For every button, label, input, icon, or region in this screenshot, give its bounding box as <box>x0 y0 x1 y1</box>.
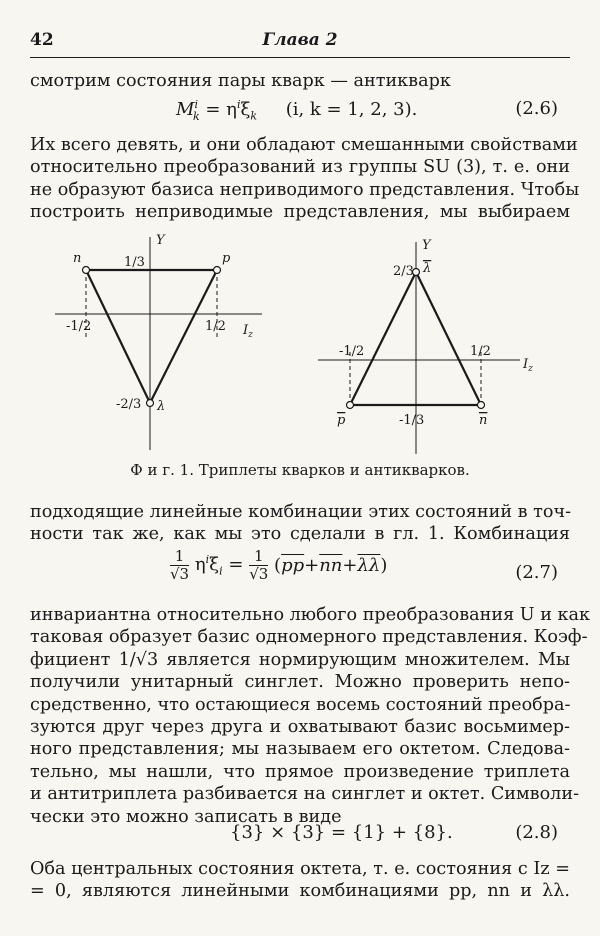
text-line: ного представления; мы называем его октетом. Следова- <box>30 739 570 760</box>
paragraph-5 <box>30 858 570 903</box>
text-line: получили унитарный синглет. Можно проверить непо- <box>30 672 570 693</box>
text-line: подходящие линейные комбинации этих состояний в точ- <box>30 502 572 522</box>
equation-number: (2.7) <box>515 562 558 583</box>
node-lambda <box>147 400 154 407</box>
figure-caption <box>30 461 570 479</box>
equation-body: $M^i_k = \eta^i\xi_k$ (i, k = 1, 2, 3). <box>176 98 418 123</box>
right-top-y-label: 2/3 <box>393 264 414 279</box>
text-line: и антитриплета разбивается на синглет и октет. Символи- <box>30 784 580 805</box>
equation-2-7 <box>30 548 570 596</box>
left-bottom-y-label: -2/3 <box>116 397 142 412</box>
text-line: Их всего девять, и они обладают смешанными свойствами <box>30 135 578 155</box>
text-line: тельно, мы нашли, что прямое произведение триплета <box>30 761 570 782</box>
node-n <box>83 267 90 274</box>
header-rule <box>30 57 570 58</box>
left-node-lambda-label: λ <box>157 399 166 414</box>
paragraph-3 <box>30 501 570 546</box>
text-line: построить неприводимые представления, мы выбираем <box>30 202 570 223</box>
right-x-neg-label: -1/2 <box>339 344 365 359</box>
equation-body: $\frac{1}{√3}$ $\eta^i\xi_i$ = $\frac{1}{√3}$ $(\overline{pp}+\overline{nn}+\overline{\lambda\lambda})$ <box>170 547 388 583</box>
right-x-pos-label: 1/2 <box>470 344 491 359</box>
text-line: инвариантна относительно любого преобразования U и как <box>30 605 590 625</box>
left-node-p-label: p <box>222 251 231 266</box>
right-bottom-y-label: -1/3 <box>399 413 425 428</box>
page-number: 42 <box>30 30 54 50</box>
left-axis-y-label: Y <box>156 233 165 248</box>
chapter-title: Глава 2 <box>262 30 338 50</box>
left-x-pos-label: 1/2 <box>205 319 226 334</box>
left-x-neg-label: -1/2 <box>66 319 92 334</box>
right-node-n-bar-label: n <box>479 413 488 428</box>
right-axis-x-label: $I_z$ <box>523 357 533 374</box>
equation-body: {3} × {3} = {1} + {8}. <box>230 822 453 843</box>
equation-2-8 <box>30 822 570 862</box>
text-line: не образуют базиса неприводимого представления. Чтобы <box>30 179 580 200</box>
node-p <box>214 267 221 274</box>
text-line: = 0, являются линейными комбинациями pp, nn и λλ. <box>30 881 570 902</box>
equation-number: (2.6) <box>515 98 558 119</box>
left-top-y-label: 1/3 <box>124 255 145 270</box>
figure-triplets <box>0 222 600 458</box>
text-line: смотрим состояния пары кварк — антикварк <box>30 71 451 91</box>
right-node-lambda-bar-label: λ <box>423 261 432 276</box>
equation-2-6 <box>30 98 570 138</box>
node-p-bar <box>347 402 354 409</box>
caption-label: Ф и г. 1. <box>130 461 194 479</box>
right-node-p-bar-label: p <box>337 413 346 428</box>
text-line: зуются друг через друга и охватывают базис восьмимер- <box>30 717 570 738</box>
right-axis-y-label: Y <box>422 238 431 253</box>
paragraph-2 <box>30 134 580 224</box>
equation-number: (2.8) <box>515 822 558 843</box>
left-axis-x-label: $I_z$ <box>243 323 253 340</box>
left-node-n-label: n <box>73 251 82 266</box>
text-line: таковая образует базис одномерного представления. Коэф- <box>30 627 588 648</box>
text-line: средственно, что остающиеся восемь состояний преобра- <box>30 694 571 715</box>
node-n-bar <box>478 402 485 409</box>
paragraph-4 <box>30 604 590 828</box>
caption-text: Триплеты кварков и антикварков. <box>198 461 470 479</box>
text-line: Оба центральных состояния октета, т. е. состояния с Iz = <box>30 859 570 879</box>
paragraph-1 <box>30 70 570 92</box>
text-line: фициент 1/√3 является нормирующим множителем. Мы <box>30 649 570 670</box>
page-header <box>30 30 570 54</box>
text-line: чески это можно записать в виде <box>30 806 342 827</box>
text-line: ности так же, как мы это сделали в гл. 1. Комбинация <box>30 524 570 545</box>
text-line: относительно преобразований из группы SU (3), т. е. они <box>30 157 570 178</box>
